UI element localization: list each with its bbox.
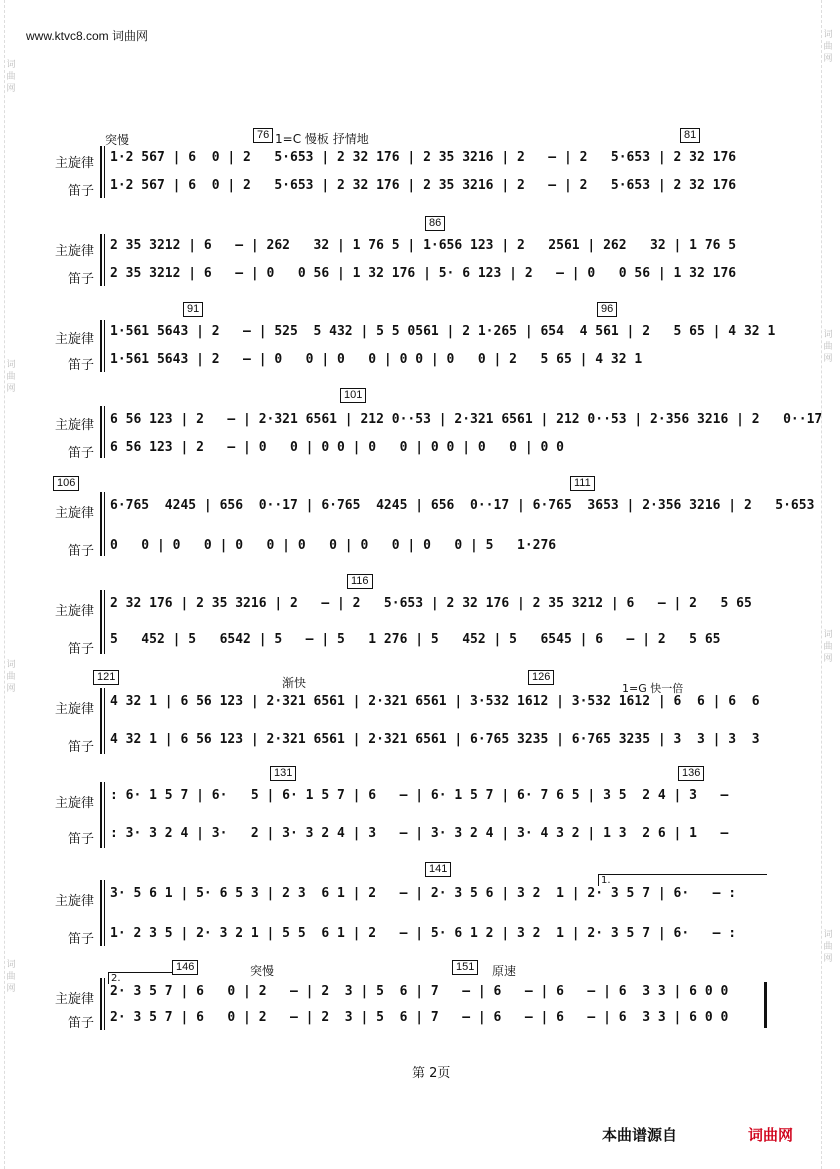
melody-notation-row: 6 56 123 | 2 — | 2·321 6561 | 212 0··53 | 2·321 6561 | 212 0··53 | 2·356 3216 | 2 0··17 xyxy=(110,412,823,427)
tempo-annotation: 原速 xyxy=(492,964,517,978)
melody-label: 主旋律 xyxy=(54,418,94,433)
flute-label: 笛子 xyxy=(67,446,94,461)
measure-number: 91 xyxy=(183,302,203,317)
system-brace xyxy=(100,782,102,848)
volta-ending-2: 2. xyxy=(108,972,197,984)
score-system-10 xyxy=(50,960,780,1030)
measure-number: 141 xyxy=(425,862,451,877)
watermark-char: 网 xyxy=(6,984,16,994)
flute-notation-row: 4 32 1 | 6 56 123 | 2·321 6561 | 2·321 6561 | 6·765 3235 | 6·765 3235 | 3 3 | 3 3 xyxy=(110,732,760,747)
score-system-8 xyxy=(50,766,780,850)
melody-notation-row: 2· 3 5 7 | 6 0 | 2 — | 2 3 | 5 6 | 7 — | 6 — | 6 — | 6 3 3 | 6 0 0 xyxy=(110,984,729,999)
final-barline xyxy=(764,982,767,1028)
score-system-1 xyxy=(50,128,780,198)
watermark-char: 词 xyxy=(823,630,833,640)
system-brace xyxy=(100,320,102,372)
system-brace-line xyxy=(104,406,105,458)
system-brace-line xyxy=(104,880,105,946)
flute-label: 笛子 xyxy=(67,642,94,657)
watermark-char: 网 xyxy=(6,684,16,694)
system-brace-line xyxy=(104,590,105,654)
melody-notation-row: 2 32 176 | 2 35 3216 | 2 — | 2 5·653 | 2 32 176 | 2 35 3212 | 6 — | 2 5 65 xyxy=(110,596,752,611)
system-brace-line xyxy=(104,320,105,372)
flute-label: 笛子 xyxy=(67,1016,94,1031)
score-system-4 xyxy=(50,388,823,461)
melody-label: 主旋律 xyxy=(54,156,94,171)
watermark-char: 网 xyxy=(6,384,16,394)
system-brace-line xyxy=(104,978,105,1030)
measure-number: 111 xyxy=(570,476,595,491)
melody-label: 主旋律 xyxy=(54,506,94,521)
system-brace xyxy=(100,590,102,654)
measure-number: 131 xyxy=(270,766,296,781)
source-label: 本曲谱源自 xyxy=(602,1126,678,1144)
melody-notation-row: 4 32 1 | 6 56 123 | 2·321 6561 | 2·321 6561 | 3·532 1612 | 3·532 1612 | 6 6 | 6 6 xyxy=(110,694,760,709)
system-brace xyxy=(100,234,102,286)
measure-number: 126 xyxy=(528,670,554,685)
source-brand-link[interactable]: 词曲网 xyxy=(748,1126,794,1144)
tempo-annotation: 突慢 xyxy=(105,133,130,147)
melody-label: 主旋律 xyxy=(54,604,94,619)
watermark-char: 网 xyxy=(823,654,833,664)
watermark-char: 词 xyxy=(823,330,833,340)
melody-label: 主旋律 xyxy=(54,796,94,811)
melody-label: 主旋律 xyxy=(54,702,94,717)
flute-notation-row: 0 0 | 0 0 | 0 0 | 0 0 | 0 0 | 0 0 | 5 1·276 xyxy=(110,538,557,553)
watermark-char: 词 xyxy=(823,30,833,40)
watermark-char: 曲 xyxy=(823,942,833,952)
watermark-char: 词 xyxy=(6,960,16,970)
system-brace-line xyxy=(104,782,105,848)
flute-notation-row: 5 452 | 5 6542 | 5 — | 5 1 276 | 5 452 | 5 6545 | 6 — | 2 5 65 xyxy=(110,632,721,647)
measure-number: 116 xyxy=(347,574,373,589)
measure-number: 76 xyxy=(253,128,273,143)
system-brace-line xyxy=(104,688,105,754)
flute-notation-row: 2 35 3212 | 6 — | 0 0 56 | 1 32 176 | 5· 6 123 | 2 — | 0 0 56 | 1 32 176 xyxy=(110,266,737,281)
score-system-5 xyxy=(50,476,815,559)
score-system-7 xyxy=(50,670,780,754)
score-system-3 xyxy=(50,302,780,372)
flute-label: 笛子 xyxy=(67,932,94,947)
flute-label: 笛子 xyxy=(67,544,94,559)
melody-notation-row: 3· 5 6 1 | 5· 6 5 3 | 2 3 6 1 | 2 — | 2· 3 5 6 | 3 2 1 | 2· 3 5 7 | 6· — : xyxy=(110,886,737,901)
watermark-char: 网 xyxy=(823,954,833,964)
system-brace-line xyxy=(104,146,105,198)
melody-label: 主旋律 xyxy=(54,244,94,259)
watermark-char: 曲 xyxy=(6,372,16,382)
right-watermark-strip xyxy=(821,0,836,1169)
measure-number: 86 xyxy=(425,216,445,231)
system-brace xyxy=(100,146,102,198)
watermark-char: 曲 xyxy=(823,42,833,52)
measure-number: 151 xyxy=(452,960,478,975)
melody-notation-row: 1·561 5643 | 2 — | 525 5 432 | 5 5 0561 | 2 1·265 | 654 4 561 | 2 5 65 | 4 32 1 xyxy=(110,324,776,339)
score-system-6 xyxy=(50,574,780,657)
measure-number: 101 xyxy=(340,388,366,403)
system-brace xyxy=(100,978,102,1030)
measure-number: 136 xyxy=(678,766,704,781)
flute-notation-row: 6 56 123 | 2 — | 0 0 | 0 0 | 0 0 | 0 0 | 0 0 | 0 0 xyxy=(110,440,564,455)
measure-number: 81 xyxy=(680,128,700,143)
melody-notation-row: : 6· 1 5 7 | 6· 5 | 6· 1 5 7 | 6 — | 6· 1 5 7 | 6· 7 6 5 | 3 5 2 4 | 3 — xyxy=(110,788,729,803)
flute-label: 笛子 xyxy=(67,272,94,287)
volta-ending-1: 1. xyxy=(598,874,767,886)
melody-notation-row: 2 35 3212 | 6 — | 262 32 | 1 76 5 | 1·656 123 | 2 2561 | 262 32 | 1 76 5 xyxy=(110,238,737,253)
system-brace-line xyxy=(104,234,105,286)
system-brace xyxy=(100,492,102,556)
flute-notation-row: 1· 2 3 5 | 2· 3 2 1 | 5 5 6 1 | 2 — | 5· 6 1 2 | 3 2 1 | 2· 3 5 7 | 6· — : xyxy=(110,926,737,941)
measure-number: 96 xyxy=(597,302,617,317)
watermark-char: 曲 xyxy=(823,342,833,352)
system-brace xyxy=(100,688,102,754)
flute-notation-row: 1·561 5643 | 2 — | 0 0 | 0 0 | 0 0 | 0 0 | 2 5 65 | 4 32 1 xyxy=(110,352,643,367)
flute-label: 笛子 xyxy=(67,184,94,199)
watermark-char: 网 xyxy=(6,84,16,94)
melody-label: 主旋律 xyxy=(54,332,94,347)
measure-number: 106 xyxy=(53,476,79,491)
system-brace xyxy=(100,880,102,946)
page-number: 第 2页 xyxy=(412,1066,451,1081)
score-system-9 xyxy=(50,862,780,946)
key-tempo-annotation: 1=C 慢板 抒情地 xyxy=(275,132,369,146)
watermark-char: 词 xyxy=(823,930,833,940)
melody-notation-row: 1·2 567 | 6 0 | 2 5·653 | 2 32 176 | 2 35 3216 | 2 — | 2 5·653 | 2 32 176 xyxy=(110,150,737,165)
system-brace-line xyxy=(104,492,105,556)
key-tempo-annotation: 1=G 快一倍 xyxy=(622,682,684,695)
watermark-char: 曲 xyxy=(6,972,16,982)
flute-label: 笛子 xyxy=(67,358,94,373)
left-watermark-strip xyxy=(4,0,19,1169)
melody-notation-row: 6·765 4245 | 656 0··17 | 6·765 4245 | 656 0··17 | 6·765 3653 | 2·356 3216 | 2 5·653 xyxy=(110,498,815,513)
watermark-char: 曲 xyxy=(6,72,16,82)
flute-label: 笛子 xyxy=(67,832,94,847)
score-system-2 xyxy=(50,216,780,286)
watermark-char: 词 xyxy=(6,660,16,670)
flute-notation-row: : 3· 3 2 4 | 3· 2 | 3· 3 2 4 | 3 — | 3· 3 2 4 | 3· 4 3 2 | 1 3 2 6 | 1 — xyxy=(110,826,729,841)
site-url[interactable]: www.ktvc8.com 词曲网 xyxy=(26,29,149,43)
melody-label: 主旋律 xyxy=(54,894,94,909)
tempo-annotation: 渐快 xyxy=(282,676,307,690)
watermark-char: 词 xyxy=(6,360,16,370)
watermark-char: 网 xyxy=(823,354,833,364)
melody-label: 主旋律 xyxy=(54,992,94,1007)
watermark-char: 网 xyxy=(823,54,833,64)
system-brace xyxy=(100,406,102,458)
flute-notation-row: 1·2 567 | 6 0 | 2 5·653 | 2 32 176 | 2 35 3216 | 2 — | 2 5·653 | 2 32 176 xyxy=(110,178,737,193)
watermark-char: 词 xyxy=(6,60,16,70)
watermark-char: 曲 xyxy=(6,672,16,682)
flute-label: 笛子 xyxy=(67,740,94,755)
measure-number: 121 xyxy=(93,670,119,685)
flute-notation-row: 2· 3 5 7 | 6 0 | 2 — | 2 3 | 5 6 | 7 — | 6 — | 6 — | 6 3 3 | 6 0 0 xyxy=(110,1010,729,1025)
watermark-char: 曲 xyxy=(823,642,833,652)
measure-number: 146 xyxy=(172,960,198,975)
tempo-annotation: 突慢 xyxy=(250,964,275,978)
